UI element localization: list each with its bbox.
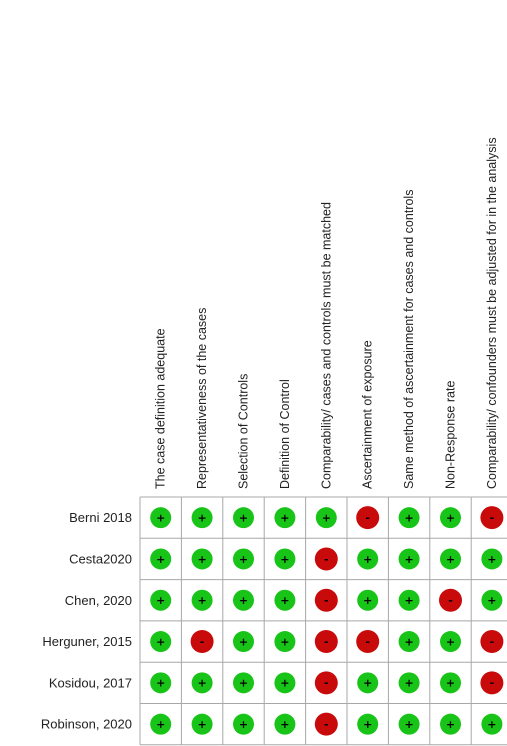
judgement-high-risk [480,506,503,529]
low-risk-symbol: + [197,717,207,731]
low-risk-symbol: + [445,552,456,566]
row-label-herguner-2015: Herguner, 2015 [42,634,132,650]
low-risk-symbol: + [280,552,290,566]
column-label-representativeness-of-the-cases: Representativeness of the cases [195,307,210,489]
judgement-low-risk [357,714,378,735]
judgement-high-risk [315,547,338,570]
judgement-low-risk [150,590,171,611]
low-risk-symbol: + [156,552,166,566]
judgement-low-risk [150,714,171,735]
column-label-the-case-definition-adequate: The case definition adequate [153,328,168,489]
low-risk-symbol: + [363,594,373,608]
judgement-high-risk [315,671,338,694]
row-label-berni-2018: Berni 2018 [69,510,132,526]
judgement-low-risk [233,714,254,735]
high-risk-symbol: - [489,635,495,649]
column-label-non-response-rate: Non-Response rate [443,380,458,489]
column-label-ascertainment-of-exposure: Ascertainment of exposure [360,340,375,489]
judgement-high-risk [356,506,379,529]
low-risk-symbol: + [156,676,166,690]
high-risk-symbol: - [324,717,329,731]
judgement-low-risk [192,507,213,528]
high-risk-symbol: - [324,676,329,690]
low-risk-symbol: + [445,635,456,649]
low-risk-symbol: + [238,635,249,649]
low-risk-symbol: + [280,676,290,690]
column-labels [154,137,499,489]
judgement-low-risk [357,548,378,569]
judgement-low-risk [481,714,502,735]
judgement-high-risk [356,630,379,653]
judgement-high-risk [439,589,462,612]
high-risk-symbol: - [199,635,205,649]
judgement-low-risk [150,507,171,528]
low-risk-symbol: + [238,717,249,731]
low-risk-symbol: + [445,676,456,690]
column-label-selection-of-controls: Selection of Controls [236,373,251,489]
low-risk-symbol: + [363,717,373,731]
low-risk-symbol: + [445,717,456,731]
low-risk-symbol: + [363,552,373,566]
low-risk-symbol: + [197,511,207,525]
low-risk-symbol: + [197,594,207,608]
high-risk-symbol: - [489,511,495,525]
judgement-low-risk [274,631,295,652]
high-risk-symbol: - [324,594,329,608]
low-risk-symbol: + [280,717,290,731]
judgement-low-risk [150,631,171,652]
judgement-low-risk [233,672,254,693]
low-risk-symbol: + [238,594,249,608]
judgement-low-risk [274,590,295,611]
judgement-high-risk [191,630,214,653]
low-risk-symbol: + [363,676,373,690]
judgement-low-risk [357,672,378,693]
low-risk-symbol: + [404,717,414,731]
judgement-low-risk [233,548,254,569]
judgement-low-risk [150,548,171,569]
low-risk-symbol: + [280,635,290,649]
high-risk-symbol: - [448,594,453,608]
judgement-high-risk [315,713,338,736]
judgement-low-risk [150,672,171,693]
judgement-low-risk [274,548,295,569]
high-risk-symbol: - [365,635,370,649]
low-risk-symbol: + [404,635,414,649]
low-risk-symbol: + [487,552,497,566]
low-risk-symbol: + [238,511,249,525]
high-risk-symbol: - [324,552,329,566]
low-risk-symbol: + [156,511,166,525]
judgement-low-risk [316,507,337,528]
row-label-robinson-2020: Robinson, 2020 [40,716,132,732]
judgement-low-risk [481,590,502,611]
high-risk-symbol: - [489,676,495,690]
judgement-low-risk [399,590,420,611]
column-label-comparability-cases-and-controls-must-be-matched: Comparability/ cases and controls must be matched [319,202,334,489]
row-label-chen-2020: Chen, 2020 [64,592,132,608]
low-risk-symbol: + [280,594,290,608]
row-label-kosidou-2017: Kosidou, 2017 [48,675,132,691]
judgement-low-risk [192,548,213,569]
low-risk-symbol: + [156,717,166,731]
low-risk-symbol: + [321,511,331,525]
low-risk-symbol: + [445,511,456,525]
judgement-low-risk [233,507,254,528]
judgement-low-risk [192,590,213,611]
judgement-low-risk [233,590,254,611]
column-label-comparability-confounders-must-be-adjusted-for-in-the-analysis: Comparability/ confounders must be adjusted for in the analysis [484,137,499,489]
judgement-low-risk [233,631,254,652]
low-risk-symbol: + [404,676,414,690]
judgement-high-risk [315,589,338,612]
judgement-low-risk [192,714,213,735]
row-label-cesta2020: Cesta2020 [69,551,132,567]
high-risk-symbol: - [324,635,329,649]
judgement-low-risk [481,548,502,569]
column-label-same-method-of-ascertainment-for-cases-and-controls: Same method of ascertainment for cases and controls [402,189,417,489]
judgement-low-risk [274,507,295,528]
judgement-low-risk [399,548,420,569]
judgement-low-risk [440,631,461,652]
judgement-low-risk [399,714,420,735]
judgement-grid [140,497,507,745]
column-label-definition-of-control: Definition of Control [277,379,292,489]
low-risk-symbol: + [238,676,249,690]
low-risk-symbol: + [238,552,249,566]
row-labels [41,510,132,732]
judgement-low-risk [274,672,295,693]
judgement-high-risk [315,630,338,653]
low-risk-symbol: + [280,511,290,525]
low-risk-symbol: + [404,511,414,525]
judgement-low-risk [192,672,213,693]
judgement-low-risk [440,548,461,569]
high-risk-symbol: - [365,511,370,525]
low-risk-symbol: + [197,552,207,566]
low-risk-symbol: + [197,676,207,690]
low-risk-symbol: + [156,594,166,608]
judgement-low-risk [440,714,461,735]
judgement-low-risk [399,672,420,693]
low-risk-symbol: + [404,552,414,566]
low-risk-symbol: + [487,717,497,731]
judgement-high-risk [480,630,503,653]
low-risk-symbol: + [156,635,166,649]
judgement-low-risk [399,631,420,652]
judgement-low-risk [440,672,461,693]
judgement-low-risk [357,590,378,611]
judgement-low-risk [274,714,295,735]
judgement-high-risk [480,671,503,694]
judgement-low-risk [440,507,461,528]
low-risk-symbol: + [404,594,414,608]
judgement-low-risk [399,507,420,528]
low-risk-symbol: + [487,594,497,608]
